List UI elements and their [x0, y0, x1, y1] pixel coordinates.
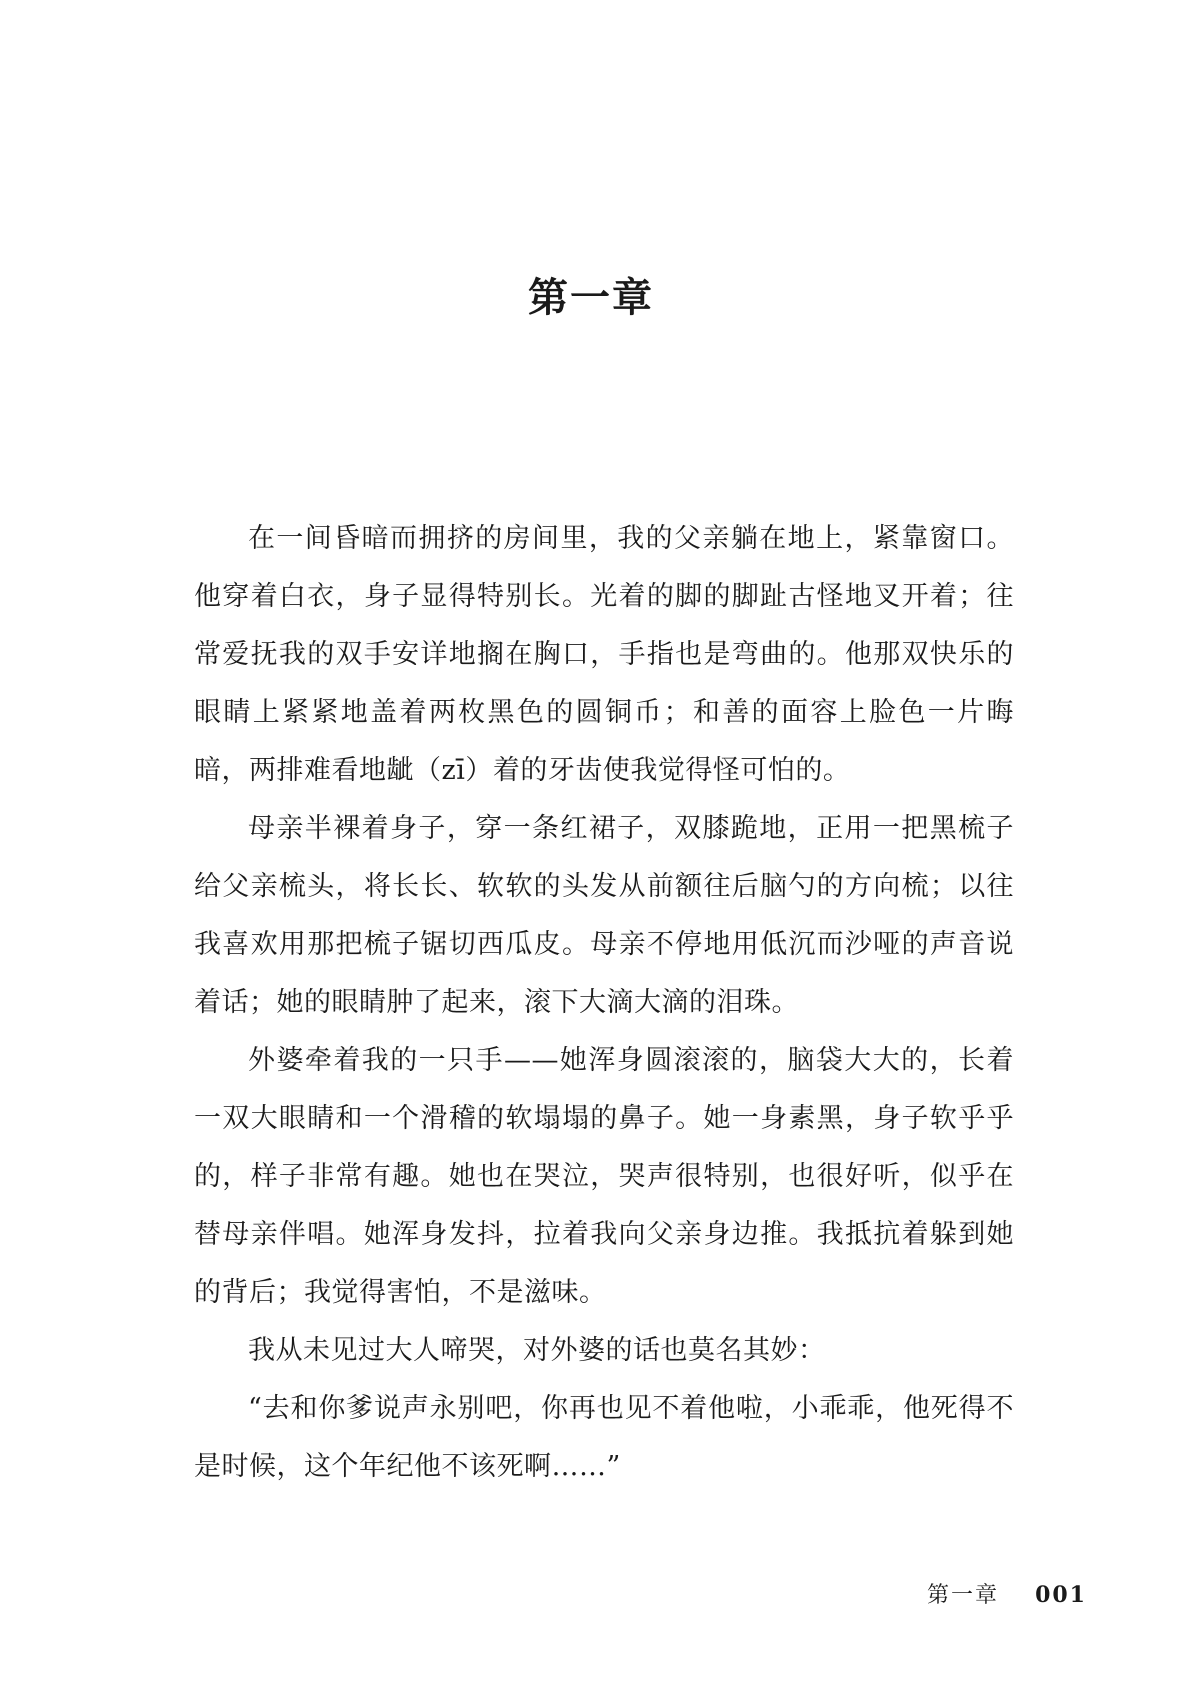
paragraph: “去和你爹说声永别吧，你再也见不着他啦，小乖乖，他死得不是时候，这个年纪他不该死啊……” [194, 1393, 1014, 1482]
paragraph: 我从未见过大人啼哭，对外婆的话也莫名其妙： [248, 1335, 826, 1366]
page-footer [927, 1580, 1087, 1611]
page-number: 001 [1035, 1582, 1087, 1608]
footer-chapter-label: 第一章 [927, 1583, 1000, 1608]
paragraph: 在一间昏暗而拥挤的房间里，我的父亲躺在地上，紧靠窗口。他穿着白衣，身子显得特别长。光着的脚的脚趾古怪地叉开着；往常爱抚我的双手安详地搁在胸口，手指也是弯曲的。他那双快乐的眼睛上紧紧地盖着两枚黑色的圆铜币；和善的面容上脸色一片晦暗，两排难看地龇（zī）着的牙齿使我觉得怪可怕的。 [194, 523, 1014, 786]
chapter-body [194, 510, 1014, 1496]
paragraph: 外婆牵着我的一只手——她浑身圆滚滚的，脑袋大大的，长着一双大眼睛和一个滑稽的软塌塌的鼻子。她一身素黑，身子软乎乎的，样子非常有趣。她也在哭泣，哭声很特别，也很好听，似乎在替母亲伴唱。她浑身发抖，拉着我向父亲身边推。我抵抗着躲到她的背后；我觉得害怕，不是滋味。 [194, 1045, 1014, 1308]
chapter-title: 第一章 [528, 274, 654, 321]
paragraph: 母亲半裸着身子，穿一条红裙子，双膝跪地，正用一把黑梳子给父亲梳头，将长长、软软的头发从前额往后脑勺的方向梳；以往我喜欢用那把梳子锯切西瓜皮。母亲不停地用低沉而沙哑的声音说着话；她的眼睛肿了起来，滚下大滴大滴的泪珠。 [194, 813, 1014, 1018]
